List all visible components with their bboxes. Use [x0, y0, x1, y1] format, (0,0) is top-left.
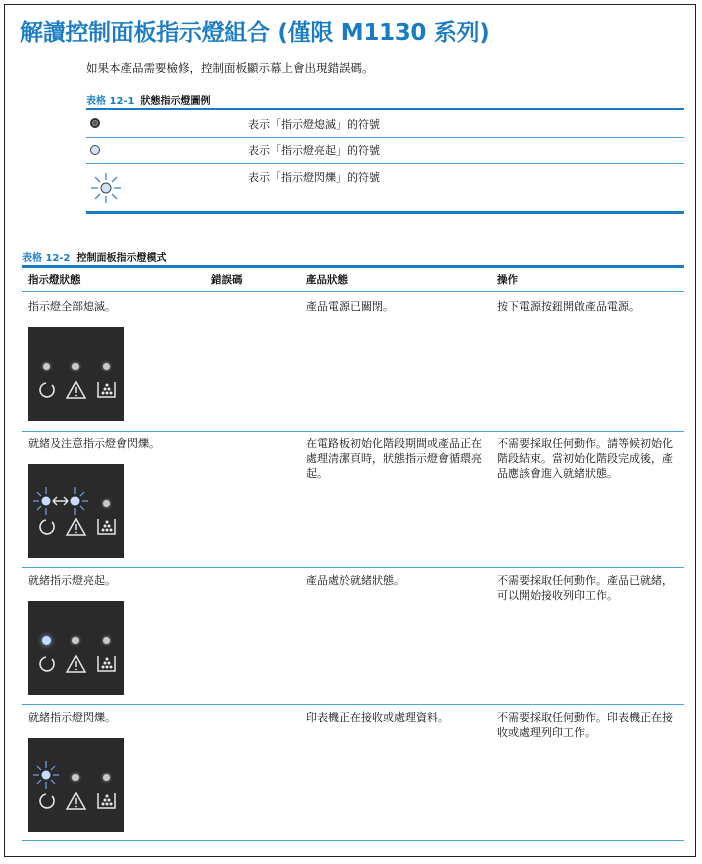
- table1-caption-text: 狀態指示燈圖例: [140, 96, 211, 107]
- control-panel-all-off: [28, 327, 124, 421]
- led-on-icon: [90, 145, 100, 155]
- row1-light-state: 指示燈全部熄滅。: [28, 300, 116, 313]
- power-icon: [40, 383, 54, 397]
- panel-icons: [36, 379, 120, 401]
- row-rule: [22, 704, 684, 705]
- control-panel-ready-blink: [28, 738, 124, 832]
- toner-led: [103, 637, 110, 644]
- ready-blink-icon: [28, 758, 64, 792]
- intro-text: 如果本產品需要檢修，控制面板顯示幕上會出現錯誤碼。: [86, 61, 374, 75]
- row2-light-state: 就緒及注意指示燈會閃爍。: [28, 437, 160, 450]
- table2-top-rule: [22, 265, 684, 268]
- table2-caption-text: 控制面板指示燈模式: [76, 253, 167, 264]
- led-off-icon: [90, 118, 100, 128]
- header-light-state: 指示燈狀態: [28, 274, 81, 286]
- panel-icons: [36, 653, 120, 675]
- table1-desc: 表示「指示燈亮起」的符號: [248, 144, 380, 157]
- row3-product-state: 產品處於就緒狀態。: [306, 574, 405, 587]
- table1-row: [86, 110, 684, 138]
- ready-led: [43, 363, 50, 370]
- row-rule: [22, 567, 684, 568]
- row1-product-state: 產品電源已關閉。: [306, 300, 394, 313]
- led-blink-icon: [88, 170, 124, 206]
- row2-product-state: 在電路板初始化階段期間或產品正在處理清潔頁時，狀態指示燈會循環亮起。: [306, 437, 482, 480]
- attention-led: [72, 637, 79, 644]
- row4-product-state: 印表機正在接收或處理資料。: [306, 711, 449, 724]
- toner-led: [103, 363, 110, 370]
- row4-light-state: 就緒指示燈閃爍。: [28, 711, 116, 724]
- row2-action: 不需要採取任何動作。請等候初始化階段結束。當初始化階段完成後，產品應該會進入就緒狀態。: [497, 437, 673, 480]
- row1-action: 按下電源按鈕開啟產品電源。: [497, 300, 640, 313]
- blink-alternating-icon: [28, 484, 98, 518]
- table1-row: [86, 137, 684, 164]
- page-title: 解讀控制面板指示燈組合 (僅限 M1130 系列): [20, 20, 490, 46]
- table1-caption-number: 表格 12-1: [86, 96, 135, 107]
- row3-action: 不需要採取任何動作。產品已就緒，可以開始接收列印工作。: [497, 574, 673, 602]
- attention-led: [72, 363, 79, 370]
- panel-icons: [36, 516, 120, 538]
- row3-light-state: 就緒指示燈亮起。: [28, 574, 116, 587]
- control-panel-ready-on: [28, 601, 124, 695]
- row-rule: [22, 431, 684, 432]
- table1-desc: 表示「指示燈熄滅」的符號: [248, 118, 380, 131]
- header-product-state: 產品狀態: [306, 274, 348, 286]
- panel-icons: [36, 790, 120, 812]
- table2-caption-number: 表格 12-2: [22, 253, 71, 264]
- table1-caption: [86, 92, 211, 107]
- toner-led: [103, 774, 110, 781]
- control-panel-ready-attention-blink: [28, 464, 124, 558]
- table1-desc: 表示「指示燈閃爍」的符號: [248, 171, 380, 184]
- alternate-arrow-icon: [53, 497, 68, 505]
- header-error-code: 錯誤碼: [211, 274, 243, 286]
- row4-action: 不需要採取任何動作。印表機正在接收或處理列印工作。: [497, 711, 673, 739]
- header-rule: [22, 291, 684, 292]
- attention-led: [72, 774, 79, 781]
- toner-led: [103, 500, 110, 507]
- ready-led: [42, 636, 51, 645]
- table2-caption: [22, 249, 167, 264]
- row-rule: [22, 840, 684, 841]
- header-action: 操作: [497, 274, 518, 286]
- table1-row: [86, 163, 684, 214]
